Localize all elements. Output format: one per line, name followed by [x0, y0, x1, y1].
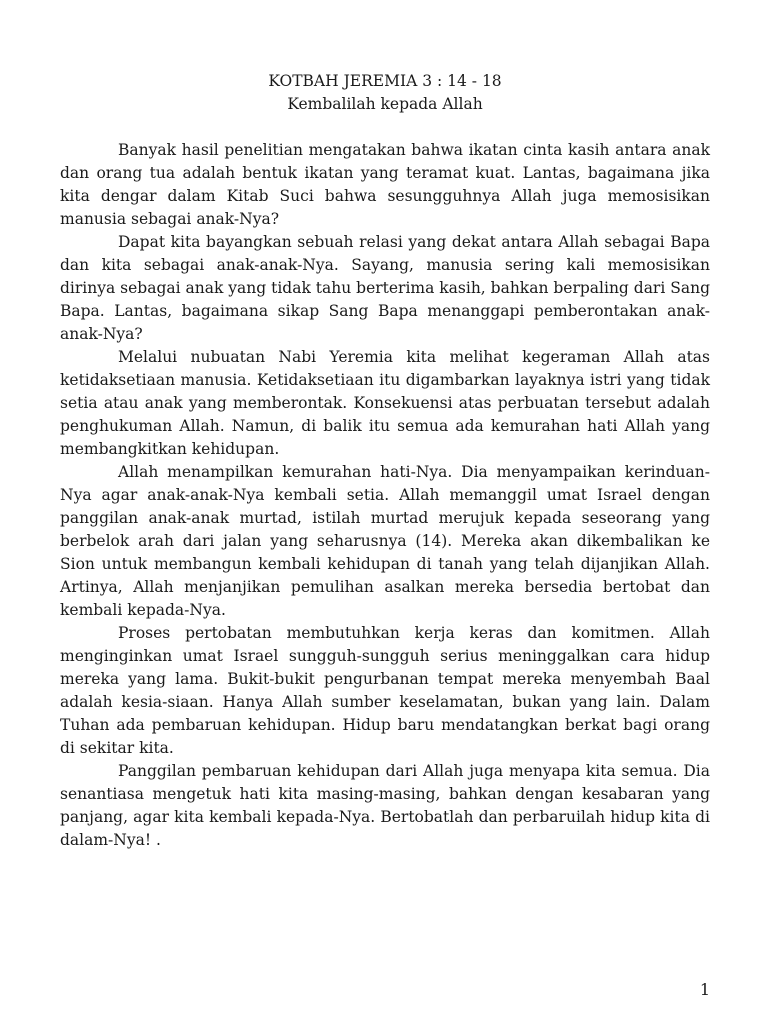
paragraph-1: Banyak hasil penelitian mengatakan bahwa ikatan cinta kasih antara anak dan orang tua adalah bentuk ikatan yang teramat kuat. Lantas, bagaimana jika kita dengar dalam Kitab Suci bahwa sesungguhnya Allah juga memosisikan manusia sebagai anak-Nya? — [60, 141, 710, 228]
paragraph-6: Panggilan pembaruan kehidupan dari Allah juga menyapa kita semua. Dia senantiasa mengetuk hati kita masing-masing, bahkan dengan kesabaran yang panjang, agar kita kembali kepada-Nya. Bertobatlah dan perbaruilah hidup kita di dalam-Nya! . — [60, 762, 710, 849]
document-title: KOTBAH JEREMIA 3 : 14 - 18 — [268, 72, 502, 90]
paragraph-2: Dapat kita bayangkan sebuah relasi yang dekat antara Allah sebagai Bapa dan kita sebagai anak-anak-Nya. Sayang, manusia sering kali memosisikan dirinya sebagai anak yang tidak tahu berterima kasih, bahkan berpaling dari Sang Bapa. Lantas, bagaimana sikap Sang Bapa menanggapi pemberontakan anak-anak-Nya? — [60, 233, 710, 343]
document-page — [60, 70, 710, 852]
paragraph-5: Proses pertobatan membutuhkan kerja keras dan komitmen. Allah menginginkan umat Israel sungguh-sungguh serius meninggalkan cara hidup mereka yang lama. Bukit-bukit pengurbanan tempat mereka menyembah Baal adalah kesia-siaan. Hanya Allah sumber keselamatan, bukan yang lain. Dalam Tuhan ada pembaruan kehidupan. Hidup baru mendatangkan berkat bagi orang di sekitar kita. — [60, 624, 710, 757]
paragraph-3: Melalui nubuatan Nabi Yeremia kita melihat kegeraman Allah atas ketidaksetiaan manusia. Ketidaksetiaan itu digambarkan layaknya istri yang tidak setia atau anak yang memberontak. Konsekuensi atas perbuatan tersebut adalah penghukuman Allah. Namun, di balik itu semua ada kemurahan hati Allah yang membangkitkan kehidupan. — [60, 348, 710, 458]
page-number: 1 — [699, 980, 710, 999]
paragraph-4: Allah menampilkan kemurahan hati-Nya. Dia menyampaikan kerinduan-Nya agar anak-anak-Nya kembali setia. Allah memanggil umat Israel dengan panggilan anak-anak murtad, istilah murtad merujuk kepada seseorang yang berbelok arah dari jalan yang seharusnya (14). Mereka akan dikembalikan ke Sion untuk membangun kembali kehidupan di tanah yang telah dijanjikan Allah. Artinya, Allah menjanjikan pemulihan asalkan mereka bersedia bertobat dan kembali kepada-Nya. — [60, 463, 710, 619]
document-subtitle: Kembalilah kepada Allah — [287, 95, 483, 113]
